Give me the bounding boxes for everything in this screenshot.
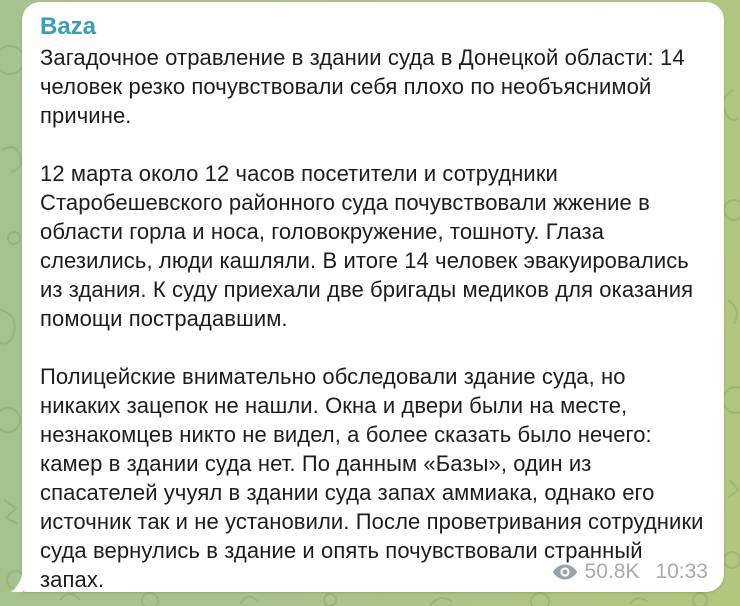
message-bubble[interactable] bbox=[22, 2, 724, 592]
sender-name[interactable]: Baza bbox=[40, 13, 97, 40]
message-text bbox=[40, 43, 706, 594]
views-count: 50.8K bbox=[584, 560, 640, 583]
message-paragraph-3: Полицейские внимательно обследовали здание суда, но никаких зацепок не нашли. Окна и двери были на месте, незнакомцев никто не видел, а более сказать было нечего: камер в здании суда нет. По данным «Базы», один из спасателей учуял в здании суда запах аммиака, однако его источник так и не установили. После проветривания сотрудники суда вернулись в здание и опять почувствовали странный запах. bbox=[40, 364, 704, 592]
message-paragraph-1: Загадочное отравление в здании суда в Донецкой области: 14 человек резко почувствовали себя плохо по необъяснимой причине. bbox=[40, 45, 685, 128]
views-eye-icon bbox=[552, 563, 578, 581]
timestamp: 10:33 bbox=[655, 560, 708, 583]
message-paragraph-2: 12 марта около 12 часов посетители и сотрудники Старобешевского районного суда почувствовали жжение в области горла и носа, головокружение, тошноту. Глаза слезились, люди кашляли. В итоге 14 человек эвакуировались из здания. К суду приехали две бригады медиков для оказания помощи пострадавшим. bbox=[40, 161, 694, 331]
bubble-tail bbox=[11, 568, 23, 592]
message-meta bbox=[552, 560, 708, 584]
